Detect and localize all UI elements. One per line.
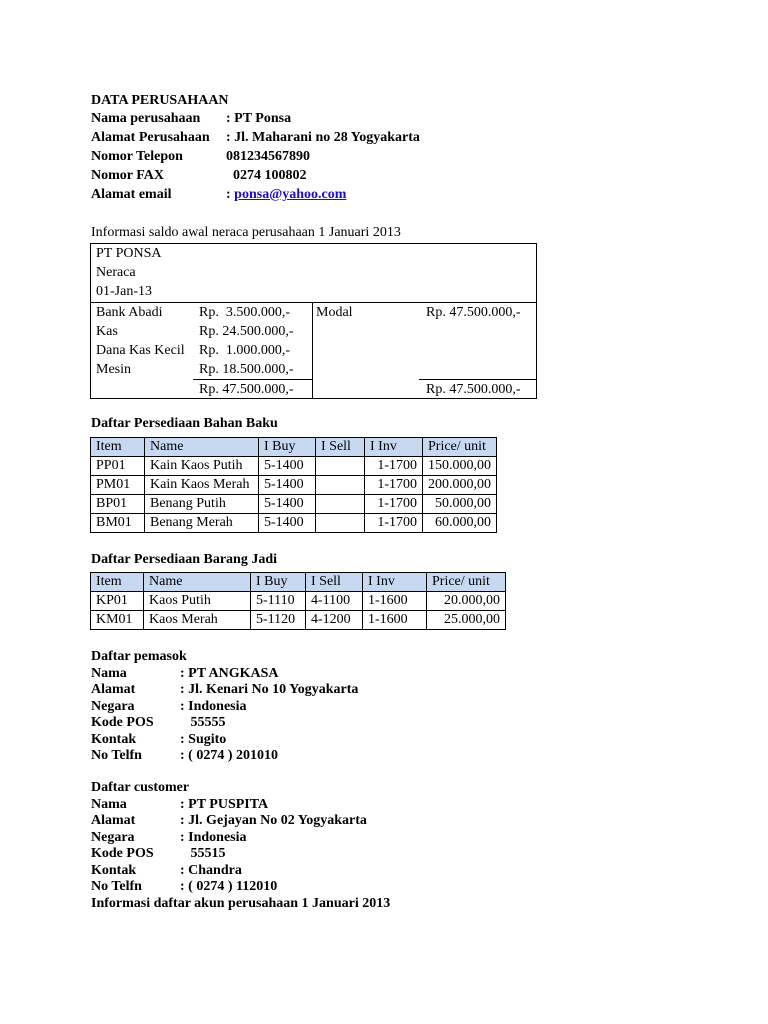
- field-label: Nama: [91, 665, 127, 681]
- cell-isell: 4-1100: [306, 592, 363, 611]
- customer-row: [91, 797, 390, 814]
- company-email-row: [91, 185, 691, 204]
- field-value: 55555: [180, 715, 226, 730]
- barang-jadi-title: Daftar Persediaan Barang Jadi: [91, 552, 278, 567]
- pemasok-row: [91, 715, 358, 732]
- cell-ibuy: 5-1400: [259, 476, 316, 495]
- cell-ibuy: 5-1120: [251, 611, 306, 630]
- column-header: I Inv: [363, 573, 427, 592]
- cell-item: KP01: [91, 592, 144, 611]
- pemasok-title: Daftar pemasok: [91, 649, 187, 664]
- cell-price: 20.000,00: [427, 592, 506, 611]
- cell-item: BM01: [91, 514, 145, 533]
- asset-total: Rp. 47.500.000,-: [199, 382, 294, 397]
- asset-name: Bank Abadi: [96, 305, 163, 320]
- customer-row: [91, 879, 390, 896]
- field-label: Kontak: [91, 862, 137, 878]
- table-header-row: [91, 573, 506, 592]
- field-label: Kode POS: [91, 715, 154, 730]
- asset-name: Kas: [96, 324, 118, 339]
- neraca-date: 01-Jan-13: [96, 284, 152, 299]
- cell-price: 150.000,00: [423, 457, 497, 476]
- column-header: Item: [91, 438, 145, 457]
- saldo-intro: Informasi saldo awal neraca perusahaan 1 Januari 2013: [91, 225, 401, 240]
- field-label: No Telfn: [91, 748, 142, 763]
- customer-row: [91, 813, 390, 830]
- field-value: 55515: [180, 846, 226, 861]
- cell-price: 50.000,00: [423, 495, 497, 514]
- customer-row: [91, 830, 390, 847]
- column-header: I Buy: [251, 573, 306, 592]
- cell-item: BP01: [91, 495, 145, 514]
- asset-name: Dana Kas Kecil: [96, 343, 185, 358]
- field-value: : ( 0274 ) 201010: [180, 748, 278, 763]
- cell-ibuy: 5-1400: [259, 457, 316, 476]
- company-phone-row: [91, 147, 691, 166]
- field-value: : Indonesia: [180, 698, 247, 714]
- company-fax-row: [91, 166, 691, 185]
- company-heading: DATA PERUSAHAAN: [91, 93, 229, 108]
- cell-iinv: 1-1600: [363, 611, 427, 630]
- column-header: Name: [144, 573, 251, 592]
- company-fax-value: 0274 100802: [226, 168, 307, 183]
- cell-item: PP01: [91, 457, 145, 476]
- customer-row: [91, 863, 390, 880]
- cell-price: 60.000,00: [423, 514, 497, 533]
- field-label: Alamat: [91, 813, 136, 828]
- cell-name: Kain Kaos Putih: [145, 457, 259, 476]
- pemasok-row: [91, 748, 358, 765]
- cell-iinv: 1-1700: [365, 495, 423, 514]
- customer-section: [91, 780, 390, 912]
- cell-name: Benang Merah: [145, 514, 259, 533]
- customer-title: Daftar customer: [91, 780, 190, 795]
- neraca-table: [90, 243, 537, 399]
- cell-iinv: 1-1700: [365, 457, 423, 476]
- cell-isell: [316, 476, 365, 495]
- table-row: [91, 495, 497, 514]
- company-name-value: : PT Ponsa: [226, 111, 292, 126]
- column-header: I Buy: [259, 438, 316, 457]
- asset-value: Rp. 1.000.000,-: [199, 343, 290, 358]
- customer-row: [91, 846, 390, 863]
- cell-isell: [316, 495, 365, 514]
- field-label: No Telfn: [91, 879, 142, 894]
- field-label: Negara: [91, 829, 135, 845]
- pemasok-row: [91, 732, 358, 749]
- liability-value: Rp. 47.500.000,-: [426, 305, 521, 320]
- field-label: Kontak: [91, 731, 137, 747]
- company-address-label: Alamat Perusahaan: [91, 130, 210, 145]
- field-value: : Chandra: [180, 862, 242, 878]
- cell-item: PM01: [91, 476, 145, 495]
- company-email-label: Alamat email: [91, 187, 172, 202]
- cell-item: KM01: [91, 611, 144, 630]
- cell-price: 25.000,00: [427, 611, 506, 630]
- asset-name: Mesin: [96, 362, 131, 377]
- akun-intro: Informasi daftar akun perusahaan 1 Januari 2013: [91, 895, 391, 911]
- cell-isell: [316, 457, 365, 476]
- column-header: Price/ unit: [423, 438, 497, 457]
- cell-isell: 4-1200: [306, 611, 363, 630]
- neraca-column-divider: [312, 302, 313, 398]
- cell-isell: [316, 514, 365, 533]
- liability-total: Rp. 47.500.000,-: [426, 382, 521, 397]
- liability-name: Modal: [316, 305, 353, 320]
- field-value: : Indonesia: [180, 829, 247, 845]
- company-name-label: Nama perusahaan: [91, 111, 201, 126]
- asset-value: Rp. 3.500.000,-: [199, 305, 290, 320]
- cell-name: Benang Putih: [145, 495, 259, 514]
- company-phone-value: 081234567890: [226, 149, 310, 164]
- table-row: [91, 476, 497, 495]
- field-value: : Jl. Gejayan No 02 Yogyakarta: [180, 813, 367, 828]
- neraca-header: [96, 244, 162, 301]
- company-name-row: [91, 109, 691, 128]
- cell-name: Kaos Merah: [144, 611, 251, 630]
- cell-ibuy: 5-1400: [259, 514, 316, 533]
- column-header: I Inv: [365, 438, 423, 457]
- field-value: : PT ANGKASA: [180, 665, 279, 681]
- cell-ibuy: 5-1400: [259, 495, 316, 514]
- table-row: [91, 457, 497, 476]
- column-header: I Sell: [316, 438, 365, 457]
- cell-iinv: 1-1700: [365, 514, 423, 533]
- company-address-row: [91, 128, 691, 147]
- asset-value: Rp. 18.500.000,-: [199, 362, 294, 377]
- field-value: : PT PUSPITA: [180, 796, 269, 812]
- field-value: : ( 0274 ) 112010: [180, 879, 278, 894]
- field-value: : Sugito: [180, 731, 227, 747]
- company-email-link[interactable]: ponsa@yahoo.com: [234, 187, 347, 202]
- table-row: [91, 592, 506, 611]
- neraca-company: PT PONSA: [96, 246, 162, 261]
- column-header: I Sell: [306, 573, 363, 592]
- pemasok-row: [91, 682, 358, 699]
- pemasok-section: [91, 649, 358, 765]
- cell-iinv: 1-1700: [365, 476, 423, 495]
- field-label: Negara: [91, 698, 135, 714]
- company-email-prefix: :: [226, 187, 235, 202]
- column-header: Item: [91, 573, 144, 592]
- bahan-baku-title: Daftar Persediaan Bahan Baku: [91, 416, 278, 431]
- barang-jadi-table: [90, 572, 506, 630]
- field-label: Nama: [91, 796, 127, 812]
- company-phone-label: Nomor Telepon: [91, 149, 183, 164]
- field-label: Alamat: [91, 682, 136, 697]
- asset-value: Rp. 24.500.000,-: [199, 324, 294, 339]
- neraca-doc-title: Neraca: [96, 265, 136, 280]
- cell-price: 200.000,00: [423, 476, 497, 495]
- field-label: Kode POS: [91, 846, 154, 861]
- company-fax-label: Nomor FAX: [91, 168, 164, 183]
- cell-ibuy: 5-1110: [251, 592, 306, 611]
- company-address-value: : Jl. Maharani no 28 Yogyakarta: [226, 130, 420, 145]
- cell-name: Kain Kaos Merah: [145, 476, 259, 495]
- pemasok-row: [91, 666, 358, 683]
- bahan-baku-table: [90, 437, 497, 533]
- field-value: : Jl. Kenari No 10 Yogyakarta: [180, 682, 359, 697]
- company-data-section: [91, 92, 691, 204]
- column-header: Name: [145, 438, 259, 457]
- cell-iinv: 1-1600: [363, 592, 427, 611]
- table-row: [91, 611, 506, 630]
- table-header-row: [91, 438, 497, 457]
- cell-name: Kaos Putih: [144, 592, 251, 611]
- column-header: Price/ unit: [427, 573, 506, 592]
- pemasok-row: [91, 699, 358, 716]
- table-row: [91, 514, 497, 533]
